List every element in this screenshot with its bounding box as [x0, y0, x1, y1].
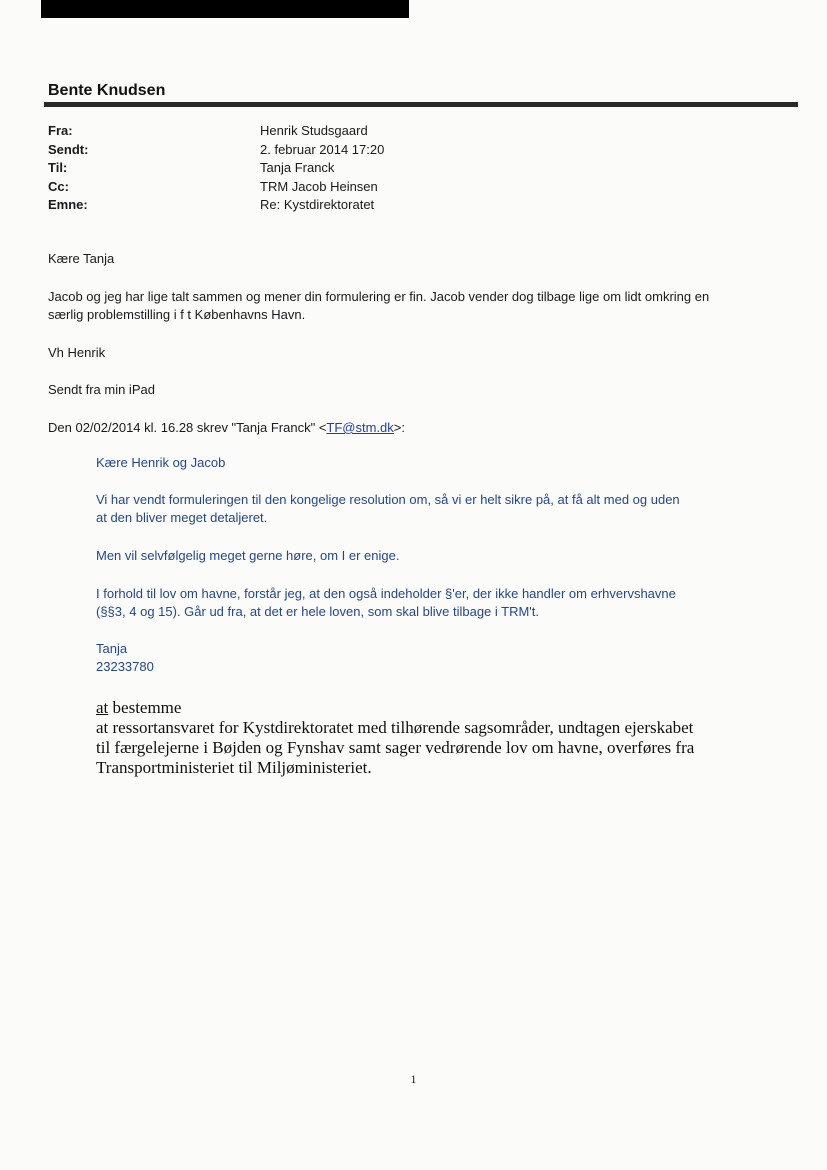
- quoted-line: I forhold til lov om havne, forstår jeg, at den også indeholder §'er, der ikke handler om erhvervshavne: [96, 586, 676, 601]
- resolution-lead-underlined: at: [96, 698, 109, 717]
- quote-intro-end: >:: [393, 420, 406, 435]
- reply-greeting: Kære Tanja: [48, 251, 115, 266]
- email-link[interactable]: TF@stm.dk: [326, 420, 394, 435]
- from-label: Fra:: [48, 123, 73, 138]
- redaction-bar: [41, 0, 409, 18]
- header-divider: [44, 102, 798, 107]
- to-label: Til:: [48, 160, 68, 175]
- to-value: Tanja Franck: [260, 160, 335, 175]
- quoted-line: (§§3, 4 og 15). Går ud fra, at det er hele loven, som skal blive tilbage i TRM't.: [96, 604, 540, 619]
- resolution-line: Transportministeriet til Miljøministeriet.: [96, 758, 372, 777]
- resolution-lead: [96, 698, 756, 718]
- sent-from-device: Sendt fra min iPad: [48, 382, 155, 397]
- resolution-line: at ressortansvaret for Kystdirektoratet med tilhørende sagsområder, undtagen ejerskabet: [96, 718, 694, 737]
- quote-intro: [48, 419, 788, 437]
- reply-paragraph: [48, 288, 788, 324]
- cc-label: Cc:: [48, 178, 69, 194]
- quote-intro-text: Den 02/02/2014 kl. 16.28 skrev "Tanja Franck" <: [48, 420, 327, 435]
- mailbox-owner-name: Bente Knudsen: [48, 82, 166, 99]
- resolution-text: [96, 698, 756, 778]
- quoted-paragraph-2: Men vil selvfølgelig meget gerne høre, om I er enige.: [96, 548, 400, 563]
- from-value: Henrik Studsgaard: [260, 123, 368, 138]
- subject-label: Emne:: [48, 197, 88, 212]
- sent-label: Sendt:: [48, 141, 89, 157]
- quoted-line: at den bliver meget detaljeret.: [96, 510, 268, 525]
- cc-value: TRM Jacob Heinsen: [260, 178, 378, 194]
- resolution-lead-rest: bestemme: [108, 698, 182, 717]
- quoted-signature-name: Tanja: [96, 641, 128, 656]
- quoted-line: Vi har vendt formuleringen til den kongelige resolution om, så vi er helt sikre på, at få alt med og uden: [96, 492, 680, 507]
- reply-paragraph-line: særlig problemstilling i f t Københavns Havn.: [48, 307, 306, 322]
- quoted-signature: [96, 640, 756, 676]
- quoted-paragraph-3: [96, 585, 756, 621]
- email-header-values: [260, 122, 384, 215]
- page-number: 1: [410, 1072, 417, 1086]
- sent-value: 2. februar 2014 17:20: [260, 141, 385, 157]
- email-header-labels: [48, 122, 88, 215]
- quoted-signature-phone: 23233780: [96, 659, 154, 674]
- reply-paragraph-line: Jacob og jeg har lige talt sammen og mener din formulering er fin. Jacob vender dog tilbage lige om lidt omkring en: [48, 289, 710, 304]
- quoted-paragraph-1: [96, 491, 756, 527]
- quoted-greeting: Kære Henrik og Jacob: [96, 455, 226, 470]
- reply-signoff: Vh Henrik: [48, 345, 106, 360]
- resolution-line: til færgelejerne i Bøjden og Fynshav samt sager vedrørende lov om havne, overføres fra: [96, 738, 695, 757]
- subject-value: Re: Kystdirektoratet: [260, 197, 375, 212]
